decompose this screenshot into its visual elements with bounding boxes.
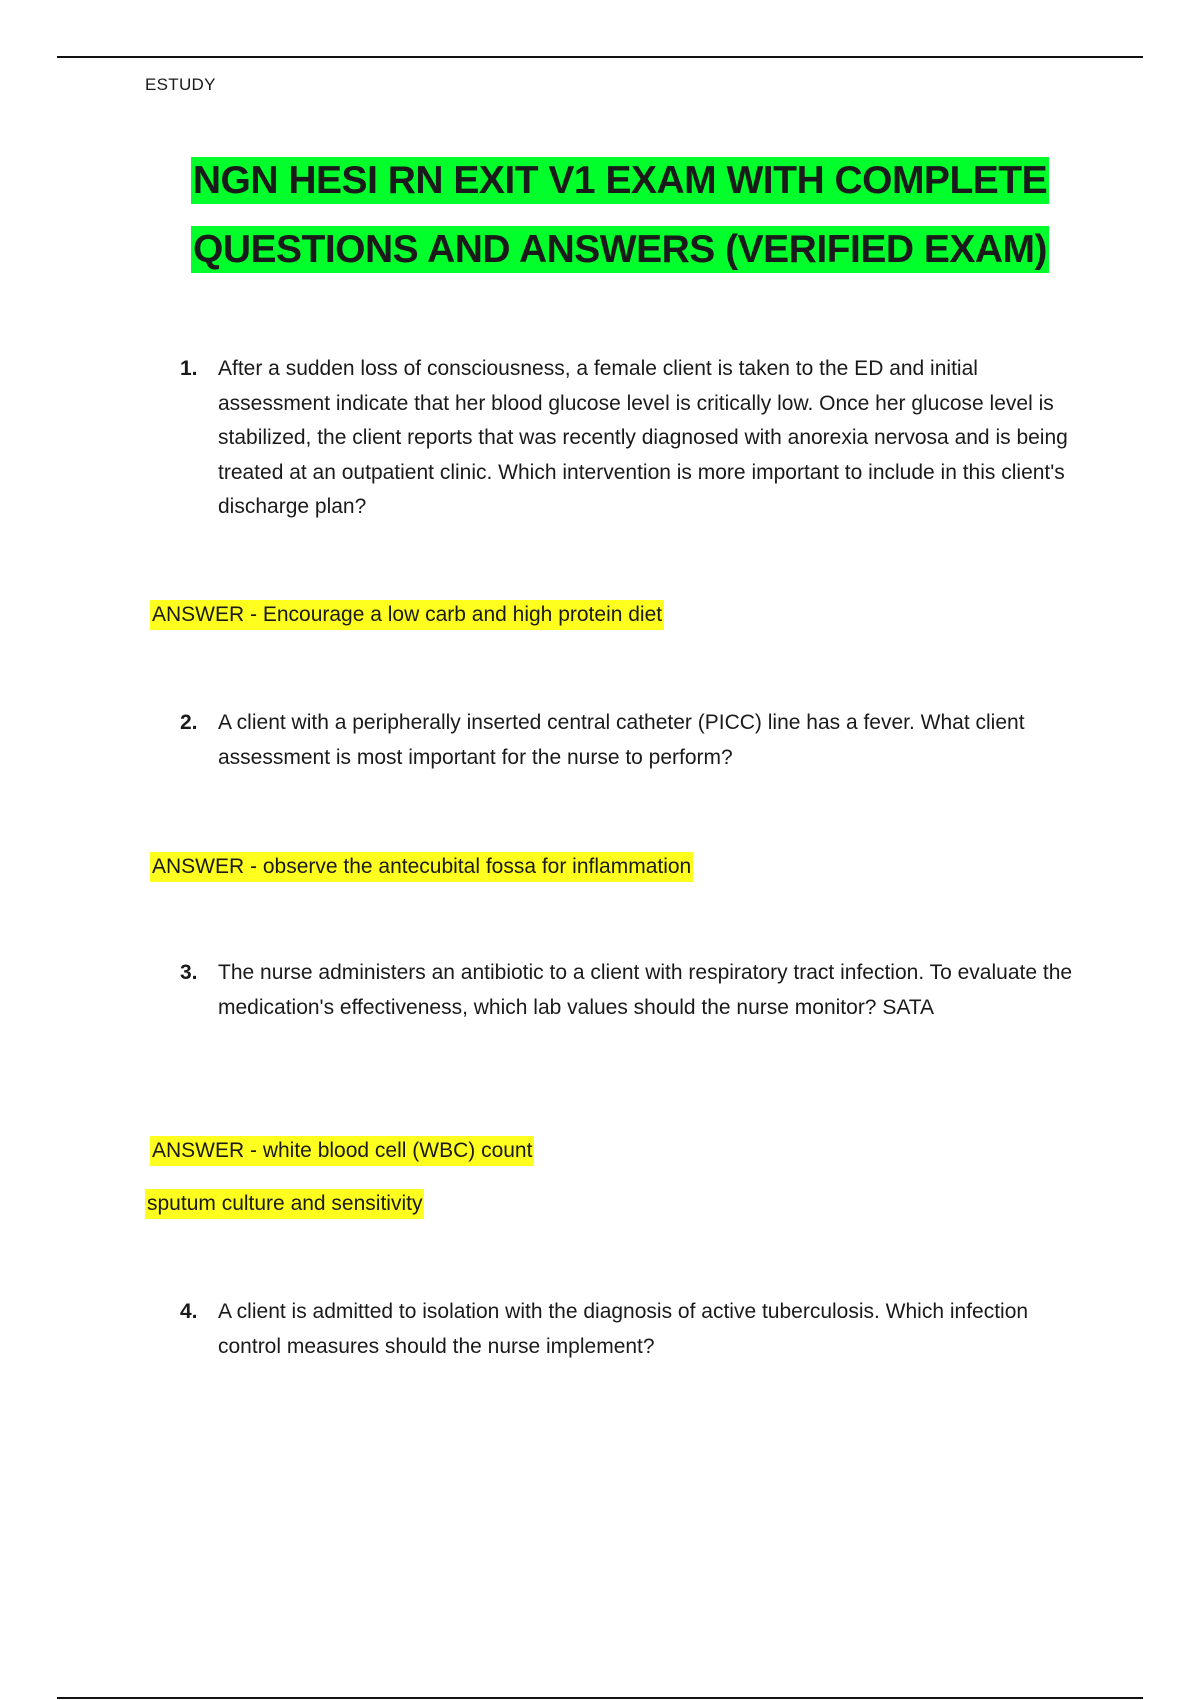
question-number: 1. [180, 357, 198, 380]
question-item [180, 1295, 1090, 1364]
title-line-2: QUESTIONS AND ANSWERS (VERIFIED EXAM) [193, 228, 1047, 271]
top-divider [57, 56, 1143, 58]
question-text: The nurse administers an antibiotic to a client with respiratory tract infection. To evaluate the medication's effectiveness, which lab values should the nurse monitor? SATA [218, 961, 1073, 1019]
bottom-divider [57, 1697, 1143, 1699]
answer-text: ANSWER - Encourage a low carb and high protein diet [150, 600, 664, 630]
answer-text-continued: sputum culture and sensitivity [145, 1189, 424, 1219]
header-label: ESTUDY [145, 75, 216, 94]
question-item [180, 956, 1090, 1025]
question-number: 2. [180, 711, 198, 734]
question-item [180, 352, 1090, 525]
question-text: After a sudden loss of consciousness, a female client is taken to the ED and initial assessment indicate that her blood glucose level is critically low. Once her glucose level is stabilized, the client reports that was recently diagnosed with anorexia nervosa and is being treated at an outpatient clinic. Which intervention is more important to include in this client's discharge plan? [218, 357, 1068, 518]
answer-text: ANSWER - observe the antecubital fossa for inflammation [150, 852, 693, 882]
document-title [100, 146, 1140, 284]
question-item [180, 706, 1090, 775]
question-number: 3. [180, 961, 198, 984]
question-number: 4. [180, 1300, 198, 1323]
question-text: A client is admitted to isolation with the diagnosis of active tuberculosis. Which infection control measures should the nurse implement? [218, 1300, 1029, 1358]
answer-text: ANSWER - white blood cell (WBC) count [150, 1136, 534, 1166]
title-line-1: NGN HESI RN EXIT V1 EXAM WITH COMPLETE [192, 159, 1048, 202]
question-text: A client with a peripherally inserted central catheter (PICC) line has a fever. What client assessment is most important for the nurse to perform? [218, 711, 1025, 769]
